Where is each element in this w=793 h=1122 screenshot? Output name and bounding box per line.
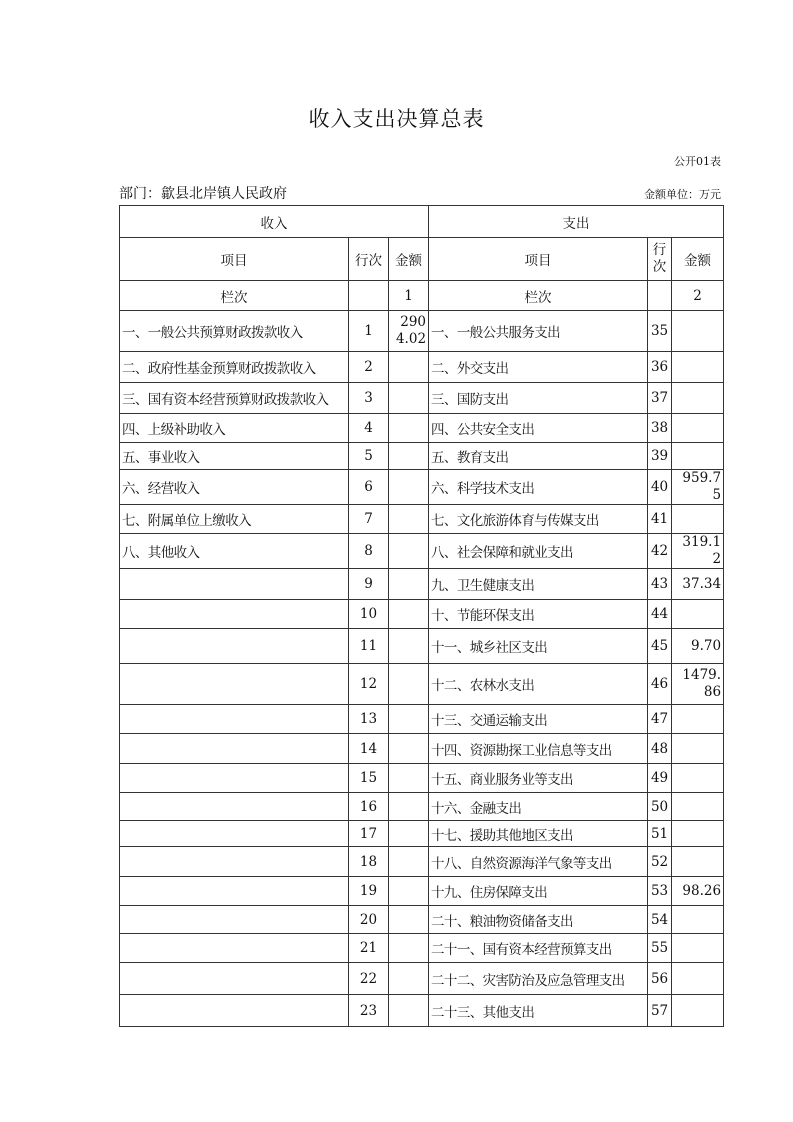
expense-amount-cell: 37.34 [672, 569, 724, 600]
income-lanci-amount: 1 [389, 281, 429, 311]
expense-line-cell: 44 [648, 600, 672, 629]
expense-item-cell: 十四、资源勘探工业信息等支出 [429, 734, 648, 764]
expense-amount-cell [672, 764, 724, 793]
expense-amount-cell [672, 311, 724, 352]
expense-amount-cell [672, 906, 724, 934]
page-title: 收入支出决算总表 [308, 107, 485, 131]
table-row [120, 764, 724, 793]
expense-line-cell: 47 [648, 705, 672, 734]
income-item-cell [120, 664, 349, 705]
expense-item-cell: 二十二、灾害防治及应急管理支出 [429, 963, 648, 995]
section-header-row [120, 206, 724, 238]
income-amount-cell [389, 963, 429, 995]
column-header-row [120, 238, 724, 281]
expense-line-cell: 36 [648, 352, 672, 383]
expense-line-cell: 55 [648, 934, 672, 963]
income-line-cell: 18 [349, 847, 389, 877]
expense-lanci-amount: 2 [672, 281, 724, 311]
expense-item-cell: 十七、援助其他地区支出 [429, 821, 648, 847]
expense-item-cell: 三、国防支出 [429, 383, 648, 414]
income-item-cell: 六、经营收入 [120, 470, 349, 505]
expense-line-cell: 49 [648, 764, 672, 793]
income-item-cell [120, 764, 349, 793]
income-line-cell: 10 [349, 600, 389, 629]
expense-lanci-line [648, 281, 672, 311]
income-line-cell: 7 [349, 505, 389, 534]
income-item-cell [120, 793, 349, 821]
income-amount-cell [389, 906, 429, 934]
expense-amount-cell [672, 383, 724, 414]
expense-item-cell: 十五、商业服务业等支出 [429, 764, 648, 793]
table-row [120, 963, 724, 995]
table-row [120, 934, 724, 963]
expense-amount-cell [672, 963, 724, 995]
expense-amount-cell [672, 705, 724, 734]
expense-amount-cell [672, 821, 724, 847]
income-amount-cell [389, 629, 429, 664]
table-row [120, 629, 724, 664]
income-line-cell: 19 [349, 877, 389, 906]
income-line-cell: 8 [349, 534, 389, 569]
expense-item-cell: 九、卫生健康支出 [429, 569, 648, 600]
income-line-cell: 17 [349, 821, 389, 847]
expense-amount-cell [672, 352, 724, 383]
expense-line-cell: 38 [648, 414, 672, 443]
expense-section-header: 支出 [429, 206, 724, 238]
expense-item-cell: 二、外交支出 [429, 352, 648, 383]
table-row [120, 569, 724, 600]
income-item-cell [120, 600, 349, 629]
income-line-cell: 16 [349, 793, 389, 821]
table-row [120, 705, 724, 734]
income-amount-cell: 2904.02 [389, 311, 429, 352]
expense-item-cell: 四、公共安全支出 [429, 414, 648, 443]
expense-line-header: 行次 [648, 238, 672, 281]
income-item-cell [120, 847, 349, 877]
expense-item-cell: 八、社会保障和就业支出 [429, 534, 648, 569]
income-line-cell: 22 [349, 963, 389, 995]
income-item-cell [120, 734, 349, 764]
income-line-cell: 20 [349, 906, 389, 934]
table-row [120, 443, 724, 470]
income-item-header: 项目 [120, 238, 349, 281]
income-item-cell: 三、国有资本经营预算财政拨款收入 [120, 383, 349, 414]
table-row [120, 534, 724, 569]
expense-line-cell: 57 [648, 995, 672, 1027]
income-item-cell [120, 877, 349, 906]
expense-item-cell: 五、教育支出 [429, 443, 648, 470]
expense-item-cell: 十三、交通运输支出 [429, 705, 648, 734]
expense-amount-cell: 959.75 [672, 470, 724, 505]
income-amount-cell [389, 664, 429, 705]
income-amount-cell [389, 995, 429, 1027]
expense-amount-cell [672, 995, 724, 1027]
income-line-cell: 13 [349, 705, 389, 734]
expense-amount-cell: 319.12 [672, 534, 724, 569]
income-line-cell: 1 [349, 311, 389, 352]
table-row [120, 793, 724, 821]
income-amount-cell [389, 877, 429, 906]
department-label: 部门：歙县北岸镇人民政府 [119, 186, 287, 202]
income-amount-cell [389, 821, 429, 847]
income-line-cell: 6 [349, 470, 389, 505]
income-amount-cell [389, 470, 429, 505]
income-item-cell: 四、上级补助收入 [120, 414, 349, 443]
expense-line-cell: 35 [648, 311, 672, 352]
income-line-cell: 9 [349, 569, 389, 600]
income-amount-cell [389, 505, 429, 534]
table-row [120, 470, 724, 505]
table-row [120, 664, 724, 705]
expense-amount-cell [672, 793, 724, 821]
expense-item-cell: 一、一般公共服务支出 [429, 311, 648, 352]
expense-amount-cell [672, 443, 724, 470]
income-item-cell [120, 906, 349, 934]
expense-item-cell: 二十一、国有资本经营预算支出 [429, 934, 648, 963]
expense-amount-cell: 9.70 [672, 629, 724, 664]
expense-line-cell: 37 [648, 383, 672, 414]
expense-amount-cell [672, 934, 724, 963]
income-amount-cell [389, 383, 429, 414]
income-amount-cell [389, 414, 429, 443]
income-amount-cell [389, 734, 429, 764]
expense-item-cell: 十六、金融支出 [429, 793, 648, 821]
income-lanci-line [349, 281, 389, 311]
expense-item-cell: 十二、农林水支出 [429, 664, 648, 705]
income-line-cell: 15 [349, 764, 389, 793]
income-item-cell [120, 629, 349, 664]
table-row [120, 821, 724, 847]
expense-item-cell: 十一、城乡社区支出 [429, 629, 648, 664]
income-lanci-label: 栏次 [120, 281, 349, 311]
income-item-cell [120, 569, 349, 600]
income-section-header: 收入 [120, 206, 429, 238]
income-amount-cell [389, 600, 429, 629]
income-expense-table [119, 205, 724, 1027]
income-item-cell [120, 934, 349, 963]
expense-line-cell: 42 [648, 534, 672, 569]
expense-item-cell: 六、科学技术支出 [429, 470, 648, 505]
amount-unit: 金额单位：万元 [644, 188, 721, 201]
table-row [120, 352, 724, 383]
expense-line-cell: 53 [648, 877, 672, 906]
income-item-cell: 八、其他收入 [120, 534, 349, 569]
expense-item-cell: 十九、住房保障支出 [429, 877, 648, 906]
expense-line-cell: 40 [648, 470, 672, 505]
income-line-header: 行次 [349, 238, 389, 281]
table-row [120, 383, 724, 414]
expense-amount-cell: 1479.86 [672, 664, 724, 705]
expense-item-cell: 十八、自然资源海洋气象等支出 [429, 847, 648, 877]
table-row [120, 877, 724, 906]
expense-line-cell: 46 [648, 664, 672, 705]
expense-amount-cell [672, 505, 724, 534]
table-row [120, 414, 724, 443]
income-amount-header: 金额 [389, 238, 429, 281]
expense-line-cell: 52 [648, 847, 672, 877]
expense-line-cell: 45 [648, 629, 672, 664]
income-line-cell: 4 [349, 414, 389, 443]
expense-line-cell: 48 [648, 734, 672, 764]
expense-lanci-label: 栏次 [429, 281, 648, 311]
expense-amount-cell [672, 847, 724, 877]
income-item-cell [120, 821, 349, 847]
table-row [120, 600, 724, 629]
expense-item-cell: 二十、粮油物资储备支出 [429, 906, 648, 934]
income-amount-cell [389, 569, 429, 600]
income-line-cell: 23 [349, 995, 389, 1027]
income-item-cell: 五、事业收入 [120, 443, 349, 470]
income-item-cell: 七、附属单位上缴收入 [120, 505, 349, 534]
income-amount-cell [389, 934, 429, 963]
expense-amount-cell [672, 414, 724, 443]
income-amount-cell [389, 793, 429, 821]
expense-item-header: 项目 [429, 238, 648, 281]
table-row [120, 847, 724, 877]
expense-line-cell: 51 [648, 821, 672, 847]
expense-line-cell: 43 [648, 569, 672, 600]
income-item-cell [120, 963, 349, 995]
income-amount-cell [389, 847, 429, 877]
income-line-cell: 12 [349, 664, 389, 705]
income-item-cell: 二、政府性基金预算财政拨款收入 [120, 352, 349, 383]
income-amount-cell [389, 352, 429, 383]
expense-item-cell: 七、文化旅游体育与传媒支出 [429, 505, 648, 534]
expense-amount-cell [672, 734, 724, 764]
expense-line-cell: 39 [648, 443, 672, 470]
form-number: 公开01表 [674, 155, 721, 168]
income-amount-cell [389, 764, 429, 793]
table-row [120, 505, 724, 534]
expense-item-cell: 十、节能环保支出 [429, 600, 648, 629]
expense-amount-cell [672, 600, 724, 629]
expense-line-cell: 50 [648, 793, 672, 821]
expense-amount-header: 金额 [672, 238, 724, 281]
income-item-cell [120, 995, 349, 1027]
expense-amount-cell: 98.26 [672, 877, 724, 906]
income-item-cell: 一、一般公共预算财政拨款收入 [120, 311, 349, 352]
income-line-cell: 11 [349, 629, 389, 664]
expense-item-cell: 二十三、其他支出 [429, 995, 648, 1027]
table-row [120, 311, 724, 352]
expense-line-cell: 41 [648, 505, 672, 534]
income-item-cell [120, 705, 349, 734]
income-line-cell: 14 [349, 734, 389, 764]
income-amount-cell [389, 705, 429, 734]
table-row [120, 906, 724, 934]
table-row [120, 995, 724, 1027]
income-amount-cell [389, 443, 429, 470]
expense-line-cell: 54 [648, 906, 672, 934]
income-line-cell: 2 [349, 352, 389, 383]
income-amount-cell [389, 534, 429, 569]
income-line-cell: 3 [349, 383, 389, 414]
lanci-row [120, 281, 724, 311]
income-line-cell: 5 [349, 443, 389, 470]
income-line-cell: 21 [349, 934, 389, 963]
table-row [120, 734, 724, 764]
expense-line-cell: 56 [648, 963, 672, 995]
